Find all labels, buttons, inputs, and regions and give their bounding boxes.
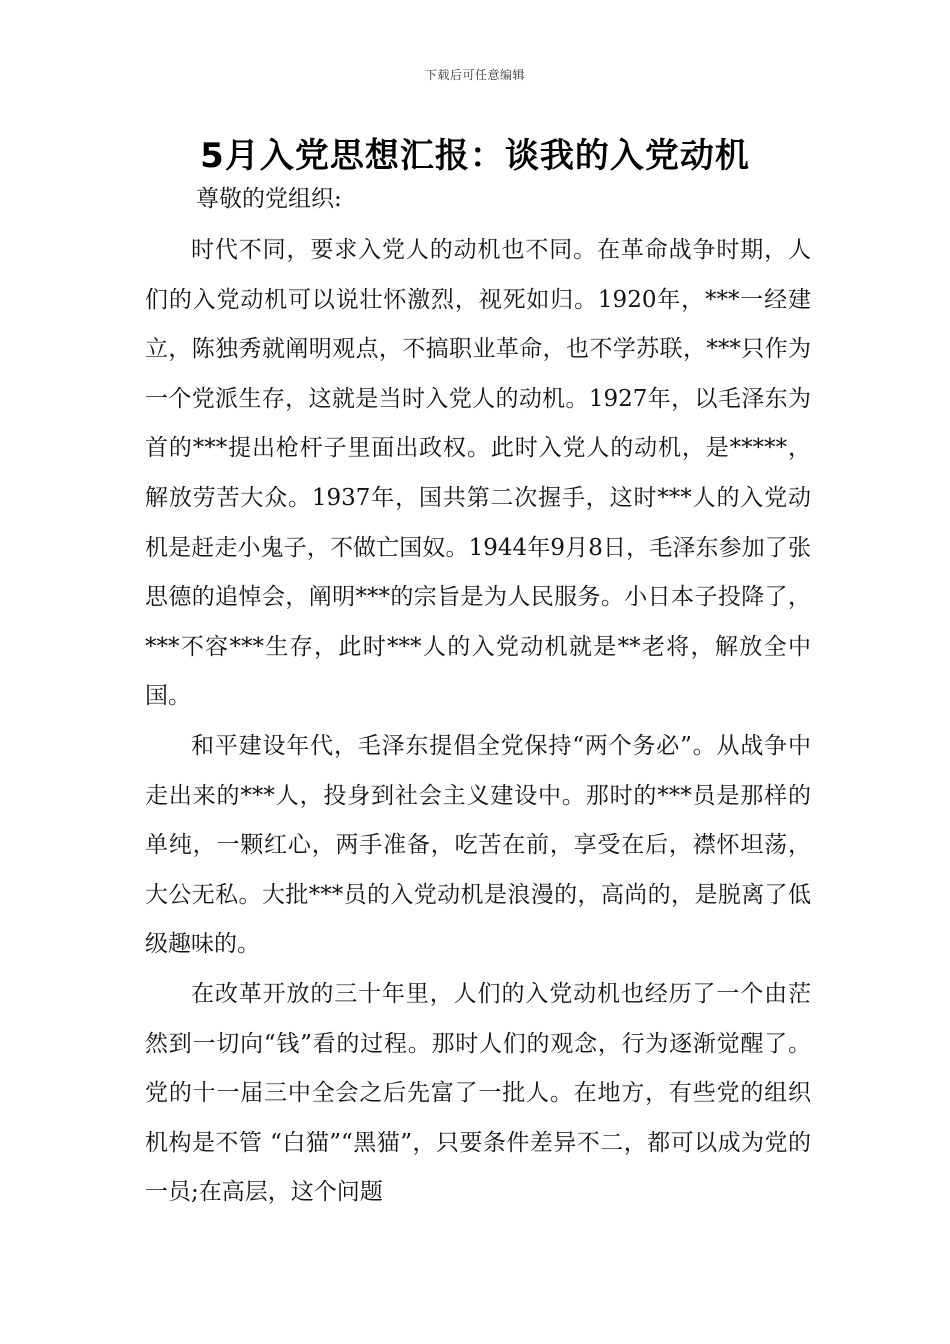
header-note: 下载后可任意编辑: [424, 68, 525, 82]
greeting: 尊敬的党组织:: [196, 186, 342, 212]
document-title: 5月入党思想汇报：谈我的入党动机: [200, 136, 750, 176]
paragraph: 在改革开放的三十年里，人们的入党动机也经历了一个由茫然到一切向“钱”看的过程。那时人们的观念，行为逐渐觉醒了。党的十一届三中全会之后先富了一批人。在地方，有些党的组织机构是不管 “白猫”“黑猫”，只要条件差异不二，都可以成为党的一员;在高层，这个问题: [145, 980, 811, 1206]
document-body: [145, 226, 811, 1218]
paragraph: 和平建设年代，毛泽东提倡全党保持“两个务必”。从战争中走出来的***人，投身到社会主义建设中。那时的***员是那样的单纯，一颗红心，两手准备，吃苦在前，享受在后，襟怀坦荡，大公无私。大批***员的入党动机是浪漫的，高尚的，是脱离了低级趣味的。: [145, 732, 811, 958]
paragraph: 时代不同，要求入党人的动机也不同。在革命战争时期，人们的入党动机可以说壮怀激烈，视死如归。1920年，***一经建立，陈独秀就阐明观点，不搞职业革命，也不学苏联，***只作为一个党派生存，这就是当时入党人的动机。1927年，以毛泽东为首的***提出枪杆子里面出政权。此时入党人的动机，是*****，解放劳苦大众。1937年，国共第二次握手，这时***人的入党动机是赶走小鬼子，不做亡国奴。1944年9月8日，毛泽东参加了张思德的追悼会，阐明***的宗旨是为人民服务。小日本子投降了，***不容***生存，此时***人的入党动机就是**老将，解放全中国。: [145, 237, 811, 710]
